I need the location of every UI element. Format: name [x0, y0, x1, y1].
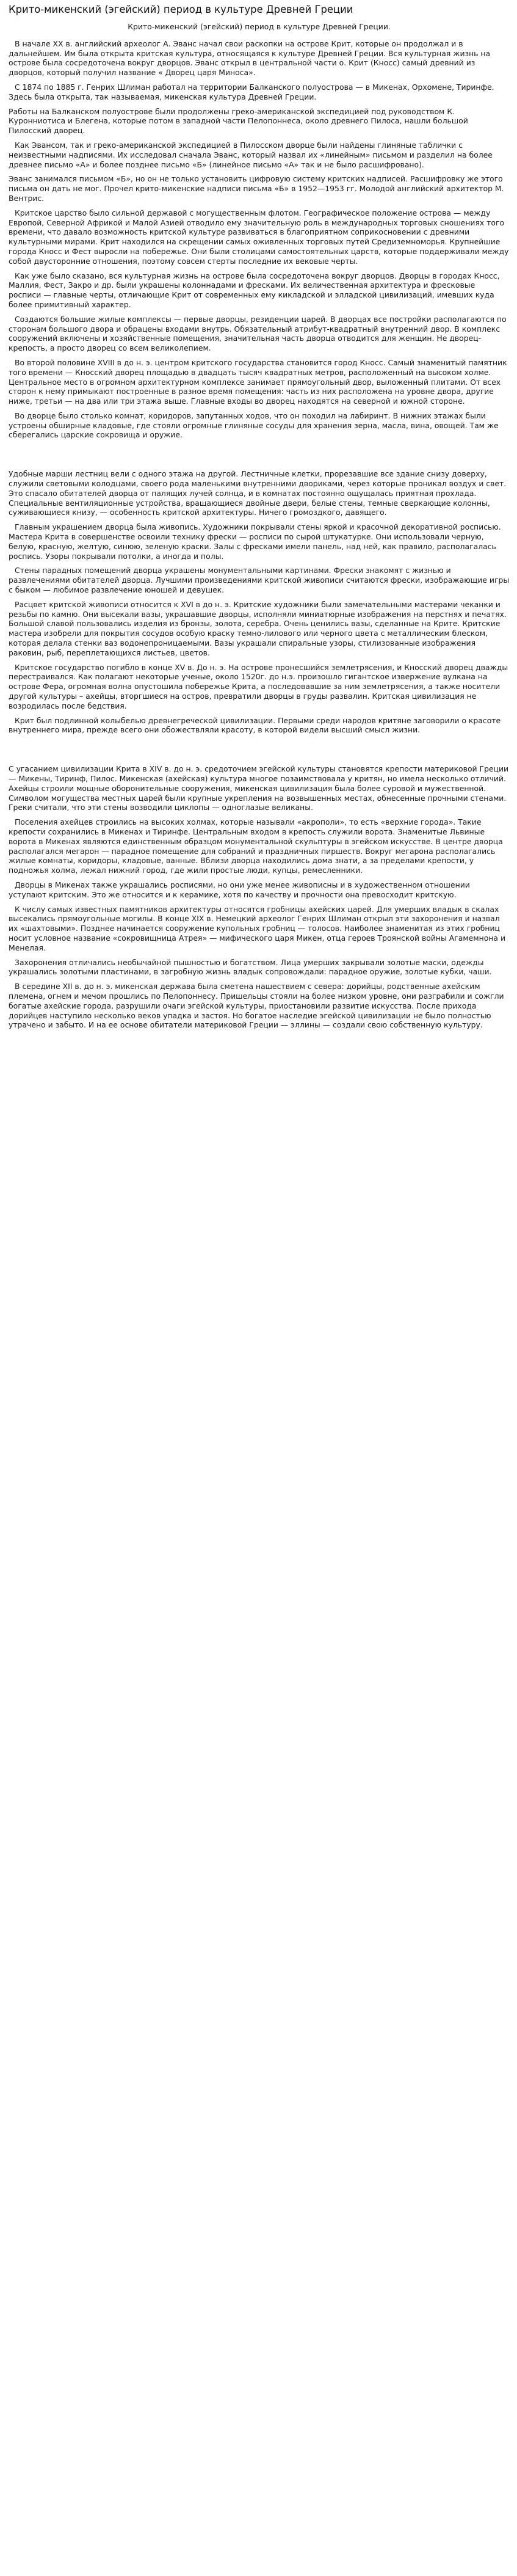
paragraph: С 1874 по 1885 г. Генрих Шлиман работал на территории Балканского полуострова — в Микенах, Орхомене, Тиринфе. Здесь была открыта, так называемая, микенская культура Древней Греции. [9, 82, 494, 101]
paragraph: Захоронения отличались необычайной пышностью и богатством. Лица умерших закрывали золотые маски, одежды украшались золотыми пластинами, в загробную жизнь владык сопровождали: парадное оружие, золотые кубки, чаши. [9, 957, 492, 977]
paragraph: Главным украшением дворца была живопись. Художники покрывали стены яркой и красочной декоративной росписью. Мастера Крита в совершенстве освоили технику фрески — росписи по сырой штукатурке. Они использовали черную, белую, красную, желтую, синюю, зеленую краски. Залы с фресками имели панель, над ней, как правило, располагалась роспись. Узоры покрывали потолки, а иногда и полы. [9, 522, 501, 561]
paragraph: Критское государство погибло в конце XV в. До н. э. На острове пронесшийся землетрясения, и Кносский дворец дважды перестраивался. Как полагают некоторые ученые, около 1520г. до н.э. произошло гигантское извержение вулкана на острове Фера, огромная волна опустошила побережье Крита, а последовавшие за ним землетрясения, а также носители другой культуры – ахейцы, вторгшиеся на остров, превратили дворцы в груды развалин. Критская цивилизация не возродилась после бедствия. [9, 662, 508, 710]
paragraph: Работы на Балканском полуострове были продолжены греко-американской экспедицией под руководством К. Куронниотиса и Блегена, которые потом в западной части Пелопоннеса, около древнего Пилоса, нашли большой Пилосский дворец. [9, 106, 468, 136]
paragraph: В середине XII в. до н. э. микенская держава была сметена нашествием с севера: дорийцы, родственные ахейским племена, огнем и мечом прошлись по Пелопоннесу. Пришельцы стояли на более низком уровне, они разграбили и сожгли богатые ахейские города, разрушили очаги эгейской культуры, приостановили развитие искусства. После прихода дорийцев наступило несколько веков упадка и застоя. Но богатое наследие эгейской цивилизации не было полностью утрачено и забыто. И на ее основе обитатели материковой Греции — эллины — создали свою собственную культуру. [9, 982, 504, 1030]
paragraph: Дворцы в Микенах также украшались росписями, но они уже менее живописны и в художественном отношении уступают критским. Это же относится и к керамике, хотя по качеству и прочности она превосходит критскую. [9, 880, 470, 899]
paragraph: Критское царство было сильной державой с могущественным флотом. Географическое положение острова — между Европой, Северной Африкой и Малой Азией отводило ему значительную роль в международных торговых сношениях того времени, что давало возможность критской культуре развиваться в благоприятном соприкосновении с древними культурными мирами. Крит находился на скрещении самых оживленных торговых путей Средиземноморья. Крупнейшие города Кносс и Фест выросли на побережье. Они были столицами самостоятельных царств, которые поддерживали между собой двусторонние отношения, поэтому совсем стерты последние их вековые черты. [9, 208, 509, 266]
paragraph: Расцвет критской живописи относится к XVI в до н. э. Критские художники были замечательными мастерами чеканки и резьбы по камню. Они высекали вазы, украшавшие дворцы, исполняли миниатюрные изображения на перстнях и печатях. Большой славой пользовались изделия из бронзы, золота, серебра. Очень ценились вазы, сделанные на Крите. Критские мастера изобрели для покрытия сосудов особую краску темно-лилового или черного цвета с металлическим блеском, которая делала стенки ваз водонепроницаемыми. Вазы украшали спиральные узоры, стилизованные изображения раковин, рыб, переплетающихся листьев, цветов. [9, 599, 507, 657]
paragraph: Во второй половине XVIII в до н. э. центром критского государства становится город Кносс. Самый знаменитый памятник того времени — Кносский дворец площадью в двадцать тысяч квадратных метров, расположенный на высоком холме. Центральное место в огромном архитектурном комплексе занимает прямоугольный двор, выложенный плитами. От всех сторон к нему примыкают построенные в разное время помещения: часть из них расположена на уровне двора, другие ниже, третьи — на два или три этажа выше. Главные входы во дворец находятся на северной и южной стороне. [9, 357, 507, 406]
article [0, 0, 517, 1041]
paragraph: Крит был подлинной колыбелью древнегреческой цивилизации. Первыми среди народов критяне заговорили о красоте внутреннего мира, прежде всего они обожествляли красоту, в которой видели высший смысл жизни. [9, 715, 501, 735]
paragraph: Как Эвансом, так и греко-американской экспедицией в Пилосском дворце были найдены глиняные таблички с неизвестными надписями. Их исследовал сначала Эванс, который назвал их «линейным» письмом и разделил на более древнее письмо «А» и более позднее письмо «Б» (линейное письмо «А» так и не было расшифровано). [9, 140, 493, 169]
article-subtitle: Крито-микенский (эгейский) период в культуре Древней Греции. [128, 22, 391, 31]
paragraph: С угасанием цивилизации Крита в XIV в. до н. э. средоточием эгейской культуры становятся крепости материковой Греции — Микены, Тиринф, Пилос. Микенская (ахейская) культура многое позаимствовала у критян, но имела несколько отличий. Ахейцы строили мощные оборонительные сооружения, микенская цивилизация была более суровой и мужественной. Символом могущества местных царей были крупные укрепления на возвышенных местах, обнесенные прочными стенами. Греки считали, что эти стены возводили циклопы — одноглазые великаны. [9, 764, 509, 812]
page-title: Крито-микенский (эгейский) период в культуре Древней Греции [9, 4, 353, 15]
section-gap [9, 740, 510, 764]
paragraph: Во дворце было столько комнат, коридоров, запутанных ходов, что он походил на лабиринт. В нижних этажах были устроены обширные кладовые, где стояли огромные глиняные сосуды для хранения зерна, масла, вина, овощей. Там же сберегались царские сокровища и оружие. [9, 410, 499, 440]
paragraph: Поселения ахейцев строились на высоких холмах, которые называли «акрополи», то есть «верхние города». Такие крепости сохранились в Микенах и Тиринфе. Центральным входом в крепость служили ворота. Знаменитые Львиные ворота в Микенах являются единственным образцом монументальной скульптуры в эгейском искусстве. В центре дворца располагался мегарон — парадное помещение для собраний и праздничных пиршеств. Вокруг мегарона располагались жилые комнаты, коридоры, кладовые, ванные. Вблизи дворца находились дома знати, а за пределами крепости, у подножья холма, лежал нижний город, где жили простые люди, купцы, ремесленники. [9, 817, 503, 875]
article-body [9, 39, 510, 1030]
paragraph: Создаются большие жилые комплексы — первые дворцы, резиденции царей. В дворцах все постройки располагаются по сторонам большого двора и обрацены входами внутрь. Обязательный атрибут-квадратный внутренний двор. В комплекс сооружений включены и хозяйственные помещения, значительная часть дворца отводится для женщин. Не дворец-крепость, а просто дворец со всем великолепием. [9, 314, 507, 353]
section-gap [9, 445, 510, 469]
paragraph: К числу самых известных памятников архитектуры относятся гробницы ахейских царей. Для умерших владык в скалах высекались прямоугольные могилы. В конце XIX в. Немецкий археолог Генрих Шлиман открыл эти захоронения и назвал их «шахтовыми». Позднее начинается сооружение купольных гробниц — толосов. Наиболее знаменитая из этих гробниц носит условное название «сокровищница Атрея» — мифического царя Микен, отца героев Троянской войны Агамемнона и Менелая. [9, 904, 506, 952]
paragraph: Удобные марши лестниц вели с одного этажа на другой. Лестничные клетки, прорезавшие все здание снизу доверху, служили световыми колодцами, своего рода маленькими внутренними двориками, через которые проникал воздух и свет. Это спасало обитателей дворца от палящих лучей солнца, и в комнатах постоянно ощущалась приятная прохлада. Специальные вентиляционные устройства, вращающиеся двойные двери, белые стены, темные сверкающие колонны, суживающиеся книзу, — особенность критской архитектуры. Ничего громоздкого, давящего. [9, 469, 507, 517]
paragraph: Как уже было сказано, вся культурная жизнь на острове была сосредоточена вокруг дворцов. Дворцы в городах Кносс, Маллия, Фест, Закро и др. были украшены колоннадами и фресками. Их величественная архитектура и фресковые росписи — главные черты, отличающие Крит от современных ему кикладской и элладской цивилизаций, имевших куда более примитивный характер. [9, 271, 500, 309]
paragraph: В начале XX в. английский археолог А. Эванс начал свои раскопки на острове Крит, которые он продолжал и в дальнейшем. Им была открыта критская культура, относящаяся к культуре Древней Греции. Вся культурная жизнь на острове была сосредоточена вокруг дворцов. Эванс открыл в центральной части о. Крит (Кносс) самый древний из дворцов, который получил название « Дворец царя Миноса». [9, 38, 491, 78]
paragraph: Эванс занимался письмом «Б», но он не только установить цифровую систему критских надписей. Расшифровку же этого письма он дать не мог. Прочел крито-микенские надписи письма «Б» в 1952—1953 гг. Молодой английский архитектор М. Вентрис. [9, 174, 504, 203]
paragraph: Стены парадных помещений дворца украшены монументальными картинами. Фрески знакомят с жизнью и развлечениями обитателей дворца. Лучшими произведениями критской живописи считаются фрески, изображающие игры с быком — любимое развлечение юношей и девушек. [9, 566, 510, 595]
